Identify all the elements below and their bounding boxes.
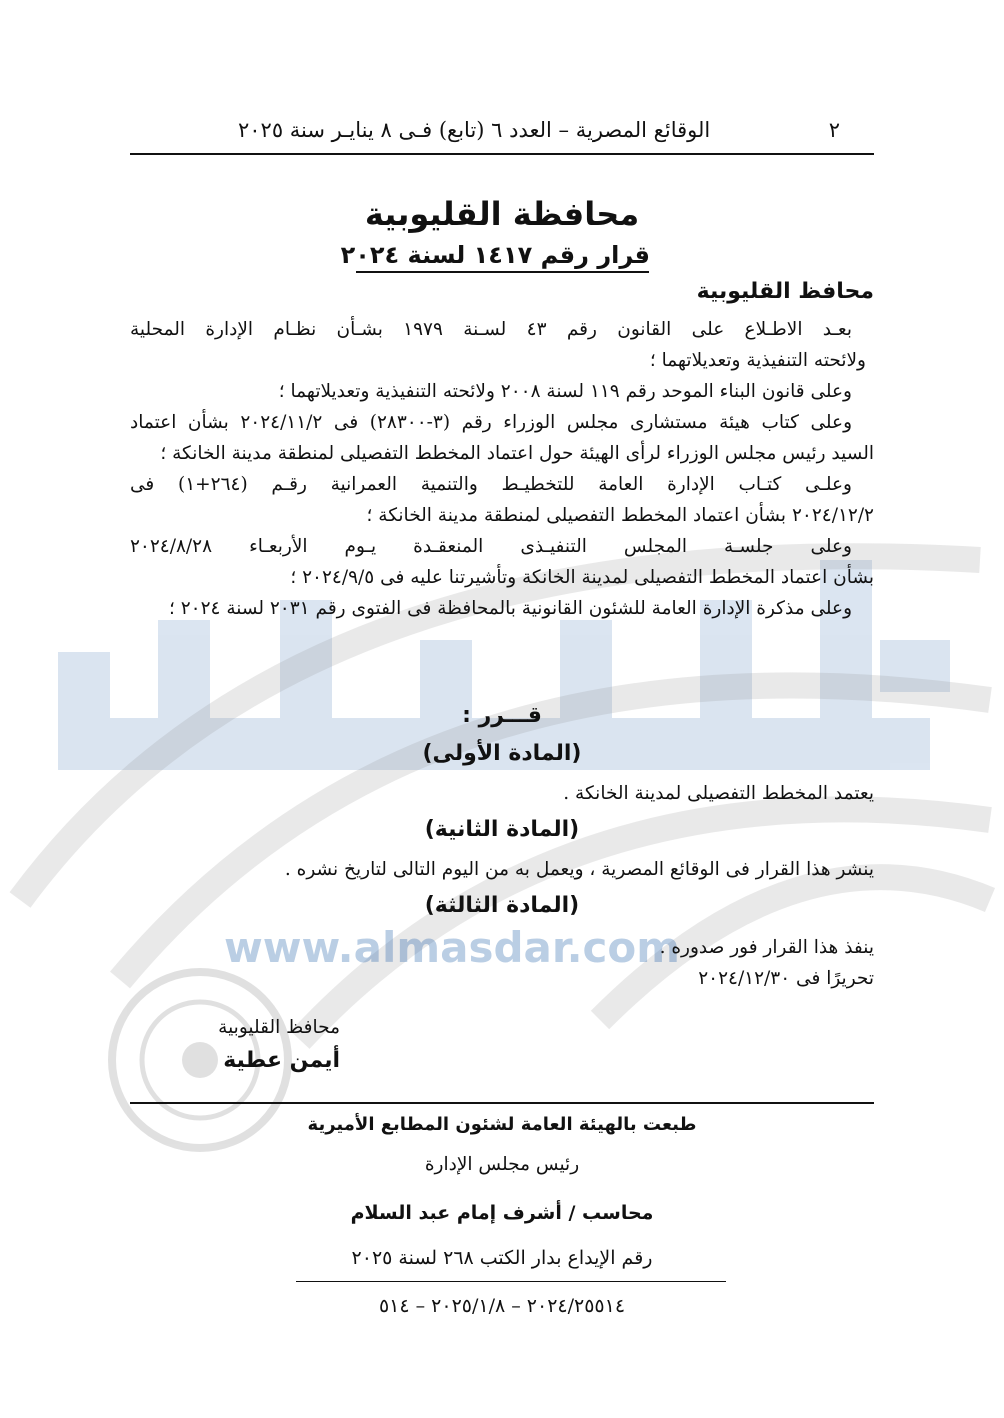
running-header — [238, 113, 840, 147]
preamble-line: ٢٠٢٤/١٢/٢ بشأن اعتماد المخطط التفصيلى لمنطقة مدينة الخانكة ؛ — [366, 505, 874, 526]
watermark-url: www.almasdar.com — [223, 923, 681, 972]
article-3-heading: (المادة الثالثة) — [424, 893, 580, 918]
chair-name: محاسب / أشرف إمام عبد السلام — [350, 1202, 654, 1224]
preamble — [130, 314, 874, 624]
article-2-text — [130, 854, 874, 885]
deposit-number: رقم الإيداع بدار الكتب ٢٦٨ لسنة ٢٠٢٥ — [351, 1247, 653, 1269]
title-underline — [356, 271, 649, 273]
preamble-line: بشأن اعتماد المخطط التفصيلى لمدينة الخانكة وتأشيرتنا عليه فى ٢٠٢٤/٩/٥ ؛ — [290, 567, 874, 588]
decided-heading: قـــرر : — [462, 703, 542, 728]
article-1-heading: (المادة الأولى) — [422, 741, 582, 766]
header-divider — [130, 153, 874, 155]
article-3-text — [130, 932, 874, 994]
article-text-line: يعتمد المخطط التفصيلى لمدينة الخانكة . — [563, 783, 874, 804]
printer-line: طبعت بالهيئة العامة لشئون المطابع الأميرية — [307, 1114, 697, 1135]
header-text: الوقائع المصرية – العدد ٦ (تابع) فـى ٨ ينايـر سنة ٢٠٢٥ — [238, 118, 711, 142]
preamble-line: السيد رئيس مجلس الوزراء لرأى الهيئة حول اعتماد المخطط التفصيلى لمنطقة مدينة الخانكة ؛ — [160, 443, 874, 464]
chair-title: رئيس مجلس الإدارة — [424, 1154, 580, 1175]
article-2-heading: (المادة الثانية) — [424, 817, 580, 842]
preamble-line: وعلى مذكرة الإدارة العامة للشئون القانونية بالمحافظة فى الفتوى رقم ٢٠٣١ لسنة ٢٠٢٤ ؛ — [168, 598, 852, 619]
article-1-text — [130, 778, 874, 809]
decree-title: قرار رقم ١٤١٧ لسنة ٢٠٢٤ — [340, 241, 650, 269]
dated-line: تحريرًا فى ٢٠٢٤/١٢/٣٠ — [698, 968, 874, 989]
preamble-line: ولائحته التنفيذية وتعديلاتهما ؛ — [649, 350, 866, 371]
governor-label: محافظ القليوبية — [696, 279, 874, 304]
preamble-line: وعلى كتاب هيئة مستشارى مجلس الوزراء رقم (٣-٢٨٣٠٠) فى ٢٠٢٤/١١/٢ بشأن اعتماد — [130, 412, 853, 433]
preamble-line: بعـد الاطـلاع على القانون رقم ٤٣ لسـنة ١٩٧٩ بشـأن نظـام الإدارة المحلية — [130, 319, 852, 340]
signature-role: محافظ القليوبية — [218, 1017, 340, 1038]
print-code: ٢٠٢٤/٢٥٥١٤ – ٢٠٢٥/١/٨ – ٥١٤ — [378, 1295, 626, 1317]
authority-title: محافظة القليوبية — [364, 195, 640, 233]
preamble-line: وعلـى كتـاب الإدارة العامة للتخطيـط والتنمية العمرانية رقـم (٢٦٤+١) فى — [130, 474, 852, 495]
deposit-underline — [296, 1281, 726, 1282]
footer-divider — [130, 1102, 874, 1104]
page-number: ٢ — [828, 118, 840, 142]
preamble-line: وعلى جلسـة المجلس التنفيـذى المنعقـدة يـوم الأربعـاء ٢٠٢٤/٨/٢٨ — [130, 536, 852, 557]
article-text-line: ينشر هذا القرار فى الوقائع المصرية ، ويعمل به من اليوم التالى لتاريخ نشره . — [284, 859, 874, 880]
article-text-line: ينفذ هذا القرار فور صدوره . — [659, 937, 874, 958]
preamble-line: وعلى قانون البناء الموحد رقم ١١٩ لسنة ٢٠٠٨ ولائحته التنفيذية وتعديلاتهما ؛ — [278, 381, 852, 402]
signature-name: أيمن عطية — [223, 1048, 340, 1073]
